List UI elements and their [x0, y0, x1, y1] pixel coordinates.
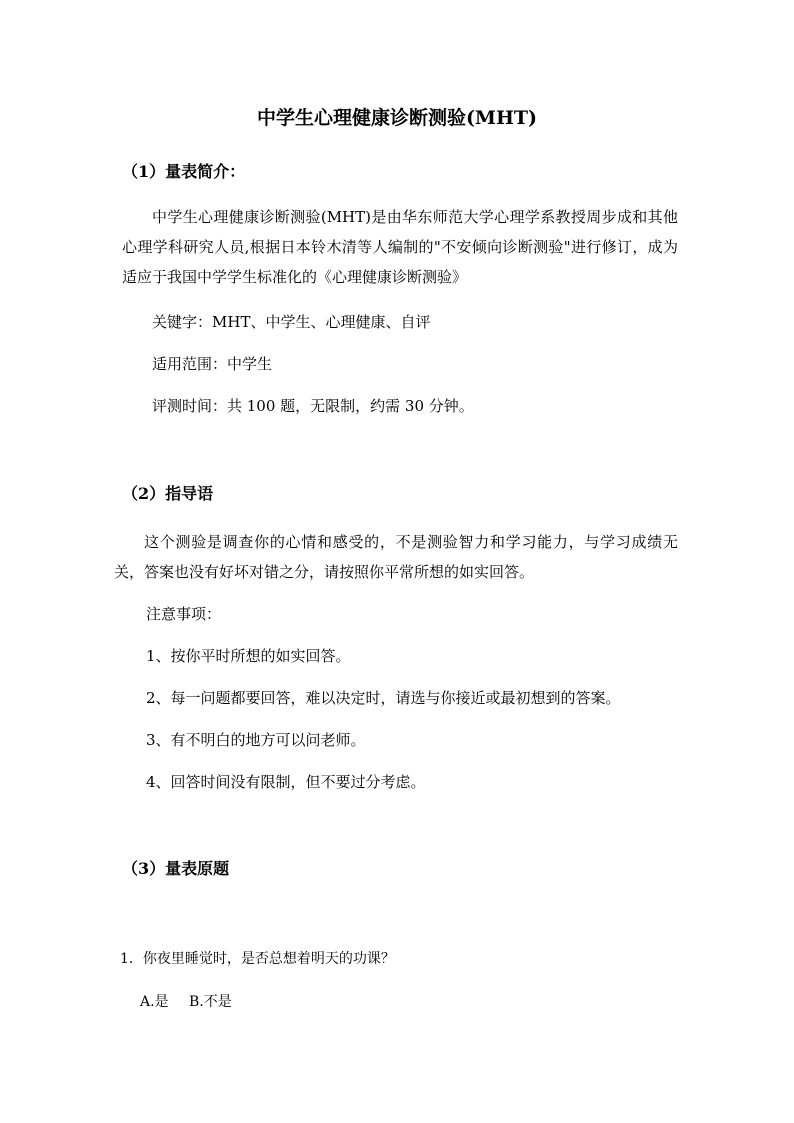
notes-label: 注意事项： [146, 605, 222, 623]
scope-line: 适用范围：中学生 [152, 355, 273, 373]
section2-instruction-paragraph: 这个测验是调查你的心情和感受的，不是测验智力和学习能力，与学习成绩无关，答案也没有好坏对错之分，请按照你平常所想的如实回答。 [114, 533, 678, 581]
note-item: 2、每一问题都要回答，难以决定时，请选与你接近或最初想到的答案。 [146, 689, 621, 707]
note-item: 4、回答时间没有限制，但不要过分考虑。 [146, 773, 426, 791]
option-a[interactable]: A.是 [140, 994, 169, 1010]
option-b[interactable]: B.不是 [189, 994, 232, 1010]
section1-heading: （1）量表简介： [122, 162, 246, 181]
section3-heading: （3）量表原题 [122, 859, 230, 878]
section2-heading: （2）指导语 [122, 484, 214, 503]
note-item: 1、按你平时所想的如实回答。 [146, 647, 351, 665]
document-title: 中学生心理健康诊断测验(MHT) [256, 107, 538, 129]
keywords-line: 关键字：MHT、中学生、心理健康、自评 [152, 313, 431, 331]
question-options [140, 991, 232, 1013]
note-item: 3、有不明白的地方可以问老师。 [146, 731, 366, 749]
time-line: 评测时间：共 100 题，无限制，约需 30 分钟。 [152, 397, 474, 415]
question-text: 1．你夜里睡觉时，是否总想着明天的功课？ [120, 951, 395, 967]
section1-intro-paragraph: 中学生心理健康诊断测验(MHT)是由华东师范大学心理学系教授周步成和其他心理学科研究人员,根据日本铃木清等人编制的"不安倾向诊断测验"进行修订，成为适应于我国中学学生标准化的《心理健康诊断测验》 [122, 208, 678, 286]
